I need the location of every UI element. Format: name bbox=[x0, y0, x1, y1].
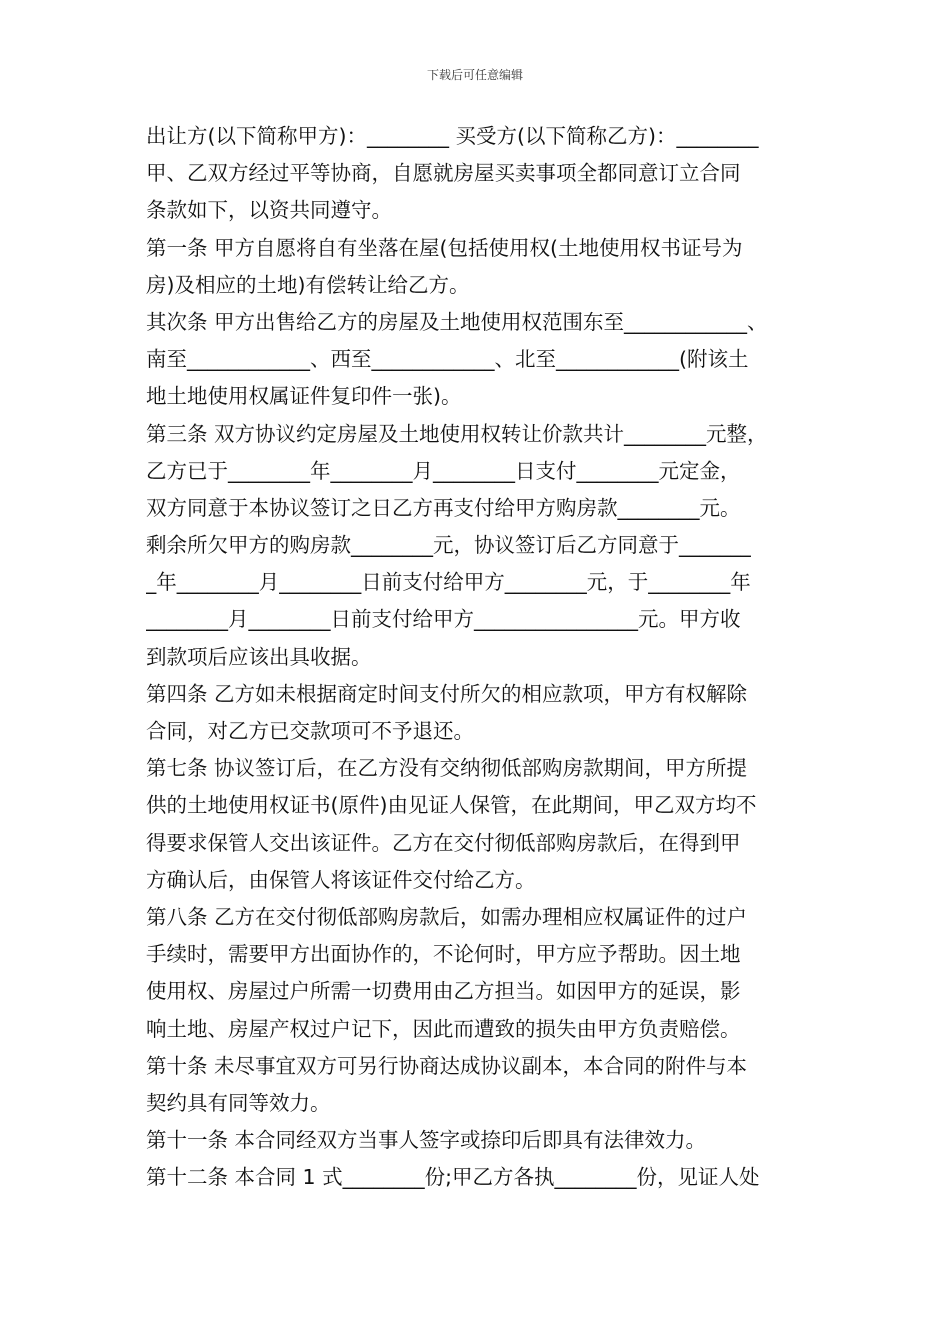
text-line: 出让方(以下简称甲方)：________ 买受方(以下简称乙方)：________ bbox=[146, 124, 759, 148]
text-line: 条款如下，以资共同遵守。 bbox=[146, 198, 392, 223]
text-line: 响土地、房屋产权过户记下，因此而遭致的损失由甲方负责赔偿。 bbox=[146, 1016, 741, 1041]
text-line: 第十一条 本合同经双方当事人签字或捺印后即具有法律效力。 bbox=[146, 1128, 707, 1153]
text-line: 第三条 双方协议约定房屋及土地使用权转让价款共计________元整， bbox=[146, 421, 768, 446]
text-line: 剩余所欠甲方的购房款________元，协议签订后乙方同意于_______ bbox=[146, 533, 751, 558]
text-line: 甲、乙双方经过平等协商，自愿就房屋买卖事项全都同意订立合同 bbox=[146, 161, 741, 186]
text-line: 合同，对乙方已交款项可不予退还。 bbox=[146, 719, 474, 743]
text-line: 双方同意于本协议签订之日乙方再支付给甲方购房款________元。 bbox=[146, 495, 741, 520]
text-line: 契约具有同等效力。 bbox=[146, 1090, 331, 1115]
text-line: 到款项后应该出具收据。 bbox=[146, 644, 372, 669]
page-header: 下载后可任意编辑 bbox=[426, 68, 523, 82]
text-line: 供的土地使用权证书(原件)由见证人保管，在此期间，甲乙双方均不 bbox=[146, 793, 757, 818]
text-line: 得要求保管人交出该证件。乙方在交付彻低部购房款后，在得到甲 bbox=[146, 830, 741, 855]
text-line: 房)及相应的土地)有偿转让给乙方。 bbox=[146, 272, 470, 297]
text-line: ________月________日前支付给甲方________________元。甲方收 bbox=[146, 607, 741, 632]
text-line: 第十条 未尽事宜双方可另行协商达成协议副本，本合同的附件与本 bbox=[146, 1053, 748, 1078]
text-line: 第四条 乙方如未根据商定时间支付所欠的相应款项，甲方有权解除 bbox=[146, 681, 748, 706]
text-line: 南至____________、西至____________、北至____________(附该土 bbox=[146, 347, 749, 372]
text-line: 第七条 协议签订后，在乙方没有交纳彻低部购房款期间，甲方所提 bbox=[146, 756, 748, 781]
text-line: 手续时，需要甲方出面协作的，不论何时，甲方应予帮助。因土地 bbox=[146, 942, 741, 967]
text-line: 第十二条 本合同 1 式________份;甲乙方各执________份，见证人处 bbox=[146, 1165, 760, 1190]
text-line: _年________月________日前支付给甲方________元，于________年 bbox=[146, 570, 751, 595]
text-line: 使用权、房屋过户所需一切费用由乙方担当。如因甲方的延误，影 bbox=[146, 979, 741, 1004]
text-line: 其次条 甲方出售给乙方的房屋及土地使用权范围东至____________、 bbox=[146, 309, 768, 334]
text-line: 方确认后，由保管人将该证件交付给乙方。 bbox=[146, 867, 536, 892]
text-line: 第一条 甲方自愿将自有坐落在屋(包括使用权(土地使用权书证号为 bbox=[146, 235, 743, 260]
text-line: 乙方已于________年________月________日支付________元定金， bbox=[146, 458, 741, 483]
text-line: 地土地使用权属证件复印件一张)。 bbox=[146, 384, 462, 409]
contract-body bbox=[146, 118, 814, 1196]
text-line: 第八条 乙方在交付彻低部购房款后，如需办理相应权属证件的过户 bbox=[146, 904, 748, 929]
